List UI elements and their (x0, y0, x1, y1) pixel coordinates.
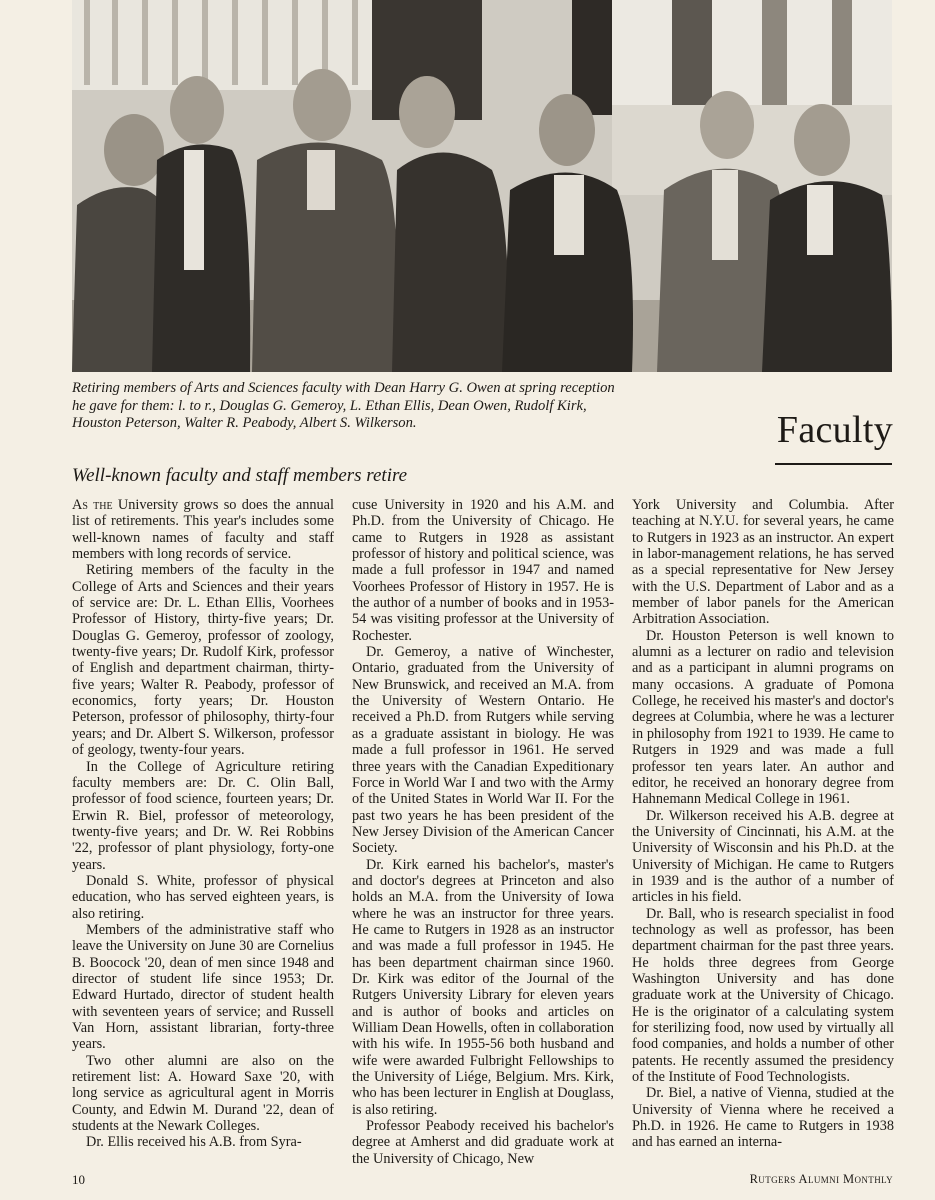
article-paragraph: Donald S. White, professor of physical education, who has served eighteen years, is also retiring. (72, 872, 334, 922)
article-paragraph: Dr. Gemeroy, a native of Winchester, Ontario, graduated from the University of New Brunswick, and received an M.A. from the University of Western Ontario. He received a Ph.D. from Rutgers while serving as a graduate assistant in biology. He was made a full professor in 1961. He served three years with the Canadian Expeditionary Force in World War I and two with the Army of the United States in World War II. For the past two years he has been president of the New Jersey Division of the American Cancer Society. (352, 644, 614, 857)
article-paragraph: Dr. Houston Peterson is well known to alumni as a lecturer on radio and television and as a participant in alumni programs on many occasions. A graduate of Pomona College, he received his master's and doctor's degrees at Columbia, where he was a lecturer in philosophy from 1921 to 1939. He came to Rutgers in 1929 and was made a full professor ten years later. An author and editor, he received an honorary degree from Hahnemann Medical College in 1961. (632, 627, 894, 808)
section-rule (775, 463, 892, 465)
article-paragraph: Dr. Ball, who is research specialist in food technology as well as professor, has been department chairman for the past three years. He holds three degrees from George Washington University and has done graduate work at the University of Chicago. He is the originator of a calculating system for sterilizing food, now used by virtually all food companies, and holds a number of other patents. He recently assumed the presidency of the Institute of Food Technologists. (632, 905, 894, 1086)
article-paragraph: cuse University in 1920 and his A.M. and Ph.D. from the University of Chicago. He came to Rutgers in 1928 as assistant professor of history and political science, was made a full professor in 1947 and named Voorhees Professor of History in 1957. He is the author of a number of books and in 1953-54 was visiting professor at the University of Rochester. (352, 497, 614, 644)
article-paragraph: In the College of Agriculture retiring faculty members are: Dr. C. Olin Ball, professor of food science, fourteen years; Dr. Erwin R. Biel, professor of meteorology, twenty-five years; and Dr. W. Rei Robbins '22, professor of plant physiology, forty-one years. (72, 758, 334, 873)
lead-word: As the (72, 497, 113, 513)
article-paragraph: Members of the administrative staff who leave the University on June 30 are Cornelius B. Boocock '20, dean of men since 1948 and director of student life since 1953; Dr. Edward Hurtado, director of student health with seventeen years of service; and Russell Van Horn, assistant librarian, forty-three years. (72, 921, 334, 1053)
article-paragraph: York University and Columbia. After teaching at N.Y.U. for several years, he came to Rutgers in 1923 as an instructor. An expert in labor-management relations, he has served as a special representative for New Jersey with the U.S. Department of Labor and as a member of labor panels for the American Arbitration Association. (632, 497, 894, 628)
article-headline: Well-known faculty and staff members retire (72, 465, 408, 486)
article-paragraph: Professor Peabody received his bachelor's degree at Amherst and did graduate work at the University of Chicago, New (352, 1118, 614, 1167)
article-paragraph: Dr. Ellis received his A.B. from Syra- (86, 1134, 302, 1151)
article-paragraph: Dr. Biel, a native of Vienna, studied at the University of Vienna where he received a Ph.D. in 1926. He came to Rutgers in 1938 and has earned an interna- (632, 1085, 894, 1151)
group-photo (72, 0, 892, 372)
article-column-2 (352, 497, 614, 1167)
publication-name: Rutgers Alumni Monthly (749, 1172, 893, 1186)
paragraph-text: University grows so does the annual list of retirements. This year's includes some well-known names of faculty and staff members with long records of service. (72, 497, 335, 563)
article-column-1 (72, 497, 334, 1151)
article-paragraph: Dr. Kirk earned his bachelor's, master's and doctor's degrees at Princeton and also holds an M.A. from the University of Iowa where he was an instructor for three years. He came to Rutgers in 1928 as an instructor and was made a full professor in 1945. He has been department chairman since 1960. Dr. Kirk was editor of the Journal of the Rutgers University Library for eleven years and is author of books and articles on William Dean Howells, often in collaboration with his wife. In 1955-56 both husband and wife were awarded Fulbright Fellowships to the University of Liége, Belgium. Mrs. Kirk, who has been lecturer in English at Douglass, is also retiring. (352, 856, 614, 1118)
article-paragraph (72, 497, 334, 562)
article-column-3 (632, 497, 894, 1151)
photo-illustration (72, 0, 892, 372)
article-paragraph: Retiring members of the faculty in the College of Arts and Sciences and their years of service are: Dr. L. Ethan Ellis, Voorhees Professor of History, thirty-five years; Dr. Douglas G. Gemeroy, professor of zoology, twenty-five years; Dr. Rudolf Kirk, professor of English and department chairman, thirty-five years; Walter R. Peabody, professor of economics, forty years; Dr. Houston Peterson, professor of philosophy, thirty-four years; and Dr. Albert S. Wilkerson, professor of geology, twenty-four years. (72, 562, 334, 759)
page-number: 10 (72, 1172, 85, 1187)
photo-caption: Retiring members of Arts and Sciences faculty with Dean Harry G. Owen at spring reception he gave for them: l. to r., Douglas G. Gemeroy, L. Ethan Ellis, Dean Owen, Rudolf Kirk, Houston Peterson, Walter R. Peabody, Albert S. Wilkerson. (72, 380, 615, 431)
section-title: Faculty (776, 409, 893, 451)
article-paragraph: Dr. Wilkerson received his A.B. degree at the University of Cincinnati, his A.M. at the University of Wisconsin and his Ph.D. at the University of Michigan. He came to Rutgers in 1939 and is the author of a number of articles in his field. (632, 807, 894, 906)
article-paragraph: Two other alumni are also on the retirement list: A. Howard Saxe '20, with long service as agricultural agent in Morris County, and Edwin M. Durand '22, dean of students at the Newark Colleges. (72, 1052, 334, 1135)
